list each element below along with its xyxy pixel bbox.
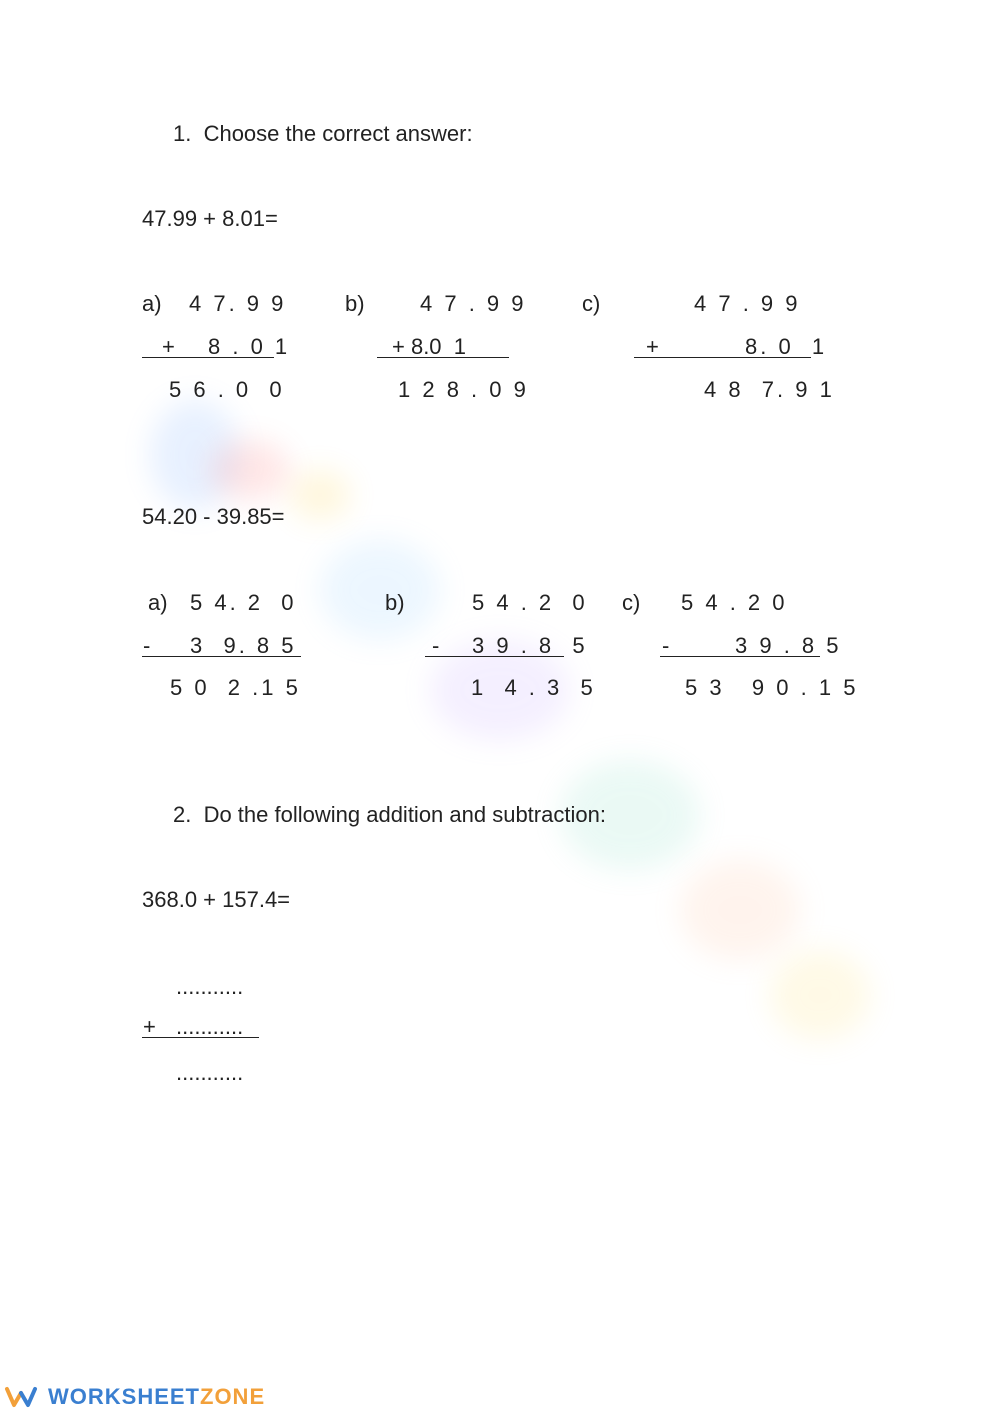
addend-top: 4 7. 9 9 <box>189 291 287 316</box>
operator: + <box>162 334 175 359</box>
sum-line <box>142 1037 259 1038</box>
addend-bottom: 8. 0 1 <box>745 334 828 359</box>
option-label: a) <box>148 590 168 615</box>
question-2-heading: 2. Do the following addition and subtraction: <box>173 802 606 827</box>
footer-brand[interactable] <box>4 1383 265 1411</box>
option-label: b) <box>385 590 405 615</box>
brand-part-2: ZONE <box>200 1384 266 1409</box>
sum-line <box>377 357 509 358</box>
result: 4 8 7. 9 1 <box>704 377 835 402</box>
addend-bottom: 8 . 0 1 <box>208 334 291 359</box>
operator: - <box>143 633 151 658</box>
addend-top: 4 7 . 9 9 <box>694 291 801 316</box>
result: 1 4 . 3 5 <box>471 675 596 700</box>
difference-line <box>142 656 301 657</box>
answer-line-1[interactable]: ........... <box>176 974 244 999</box>
brand-name <box>48 1383 265 1411</box>
subtrahend: 3 9 . 8 5 <box>735 633 842 658</box>
minuend: 5 4 . 2 0 <box>681 590 788 615</box>
result: 5 3 9 0 . 1 5 <box>685 675 859 700</box>
option-label: c) <box>582 291 601 316</box>
operator: - <box>662 633 670 658</box>
operator: + <box>646 334 659 359</box>
question-2-expression: 368.0 + 157.4= <box>142 887 291 912</box>
answer-line-3[interactable]: ........... <box>176 1060 244 1085</box>
option-label: c) <box>622 590 641 615</box>
brand-part-1: WORKSHEET <box>48 1384 200 1409</box>
worksheetzone-logo-icon <box>4 1385 38 1409</box>
difference-line <box>425 656 564 657</box>
result: 5 6 . 0 0 <box>169 377 285 402</box>
addend-bottom: + 8.0 1 <box>392 334 467 359</box>
minuend: 5 4 . 2 0 <box>472 590 588 615</box>
sum-line <box>142 357 274 358</box>
subtrahend: 3 9. 8 5 <box>190 633 297 658</box>
subtrahend: 3 9 . 8 5 <box>472 633 588 658</box>
problem-2-expression: 54.20 - 39.85= <box>142 504 285 529</box>
operator: + <box>143 1014 156 1039</box>
sum-line <box>634 357 811 358</box>
addend-top: 4 7 . 9 9 <box>420 291 527 316</box>
minuend: 5 4. 2 0 <box>190 590 297 615</box>
result: 5 0 2 .1 5 <box>170 675 301 700</box>
difference-line <box>660 656 820 657</box>
problem-1-expression: 47.99 + 8.01= <box>142 206 278 231</box>
option-label: a) <box>142 291 162 316</box>
option-label: b) <box>345 291 365 316</box>
answer-line-2[interactable]: ........... <box>176 1014 244 1039</box>
result: 1 2 8 . 0 9 <box>398 377 529 402</box>
question-1-heading: 1. Choose the correct answer: <box>173 121 473 146</box>
operator: - <box>432 633 440 658</box>
